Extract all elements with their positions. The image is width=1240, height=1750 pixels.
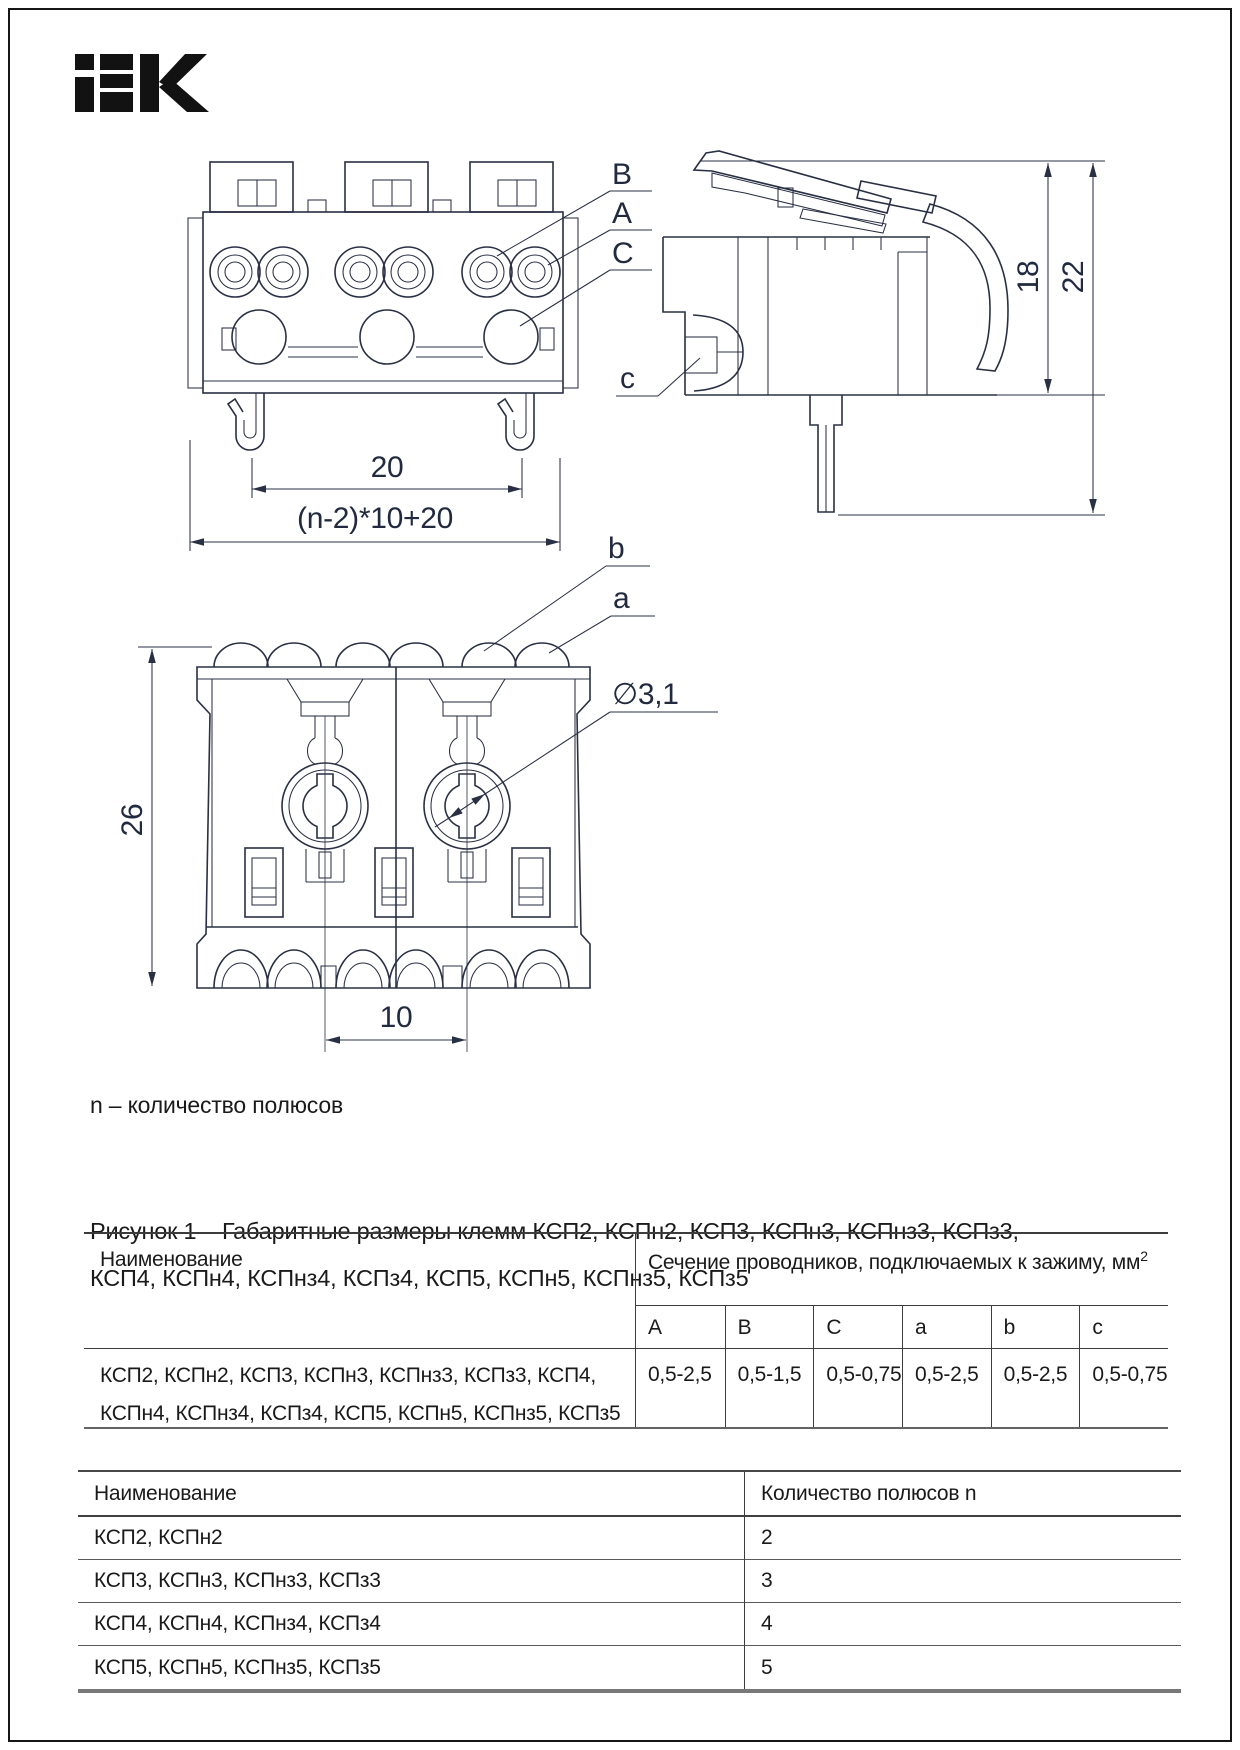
table1-subheader-b: b (991, 1306, 1080, 1349)
table1-value-B: 0,5-1,5 (725, 1349, 814, 1427)
table1-value-C: 0,5-0,75 (813, 1349, 902, 1427)
figure-caption: Рисунок 1 – Габаритные размеры клемм КСП2, КСПн2, КСП3, КСПн3, КСПнз3, КСПз3, КСП4, КСПн4, КСПнз4, КСПз4, КСП5, КСПн5, КСПнз5, КСПз5 (90, 1218, 1019, 1291)
table1-value-c: 0,5-0,75 (1079, 1349, 1168, 1427)
table2-row-poles: 2 (744, 1517, 1181, 1560)
dim-label-total-height: 22 (1057, 260, 1090, 294)
table1-subheader-c: c (1079, 1306, 1168, 1349)
poles-count-table (78, 1470, 1181, 1693)
callout-label-B: B (612, 158, 632, 191)
table2-header-name: Наименование (78, 1472, 744, 1517)
table2-row-poles: 3 (744, 1560, 1181, 1603)
callout-label-c: c (620, 362, 635, 395)
table1-header-section-sup: 2 (1140, 1248, 1148, 1264)
front-view-drawing (188, 158, 652, 551)
table1-value-a: 0,5-2,5 (902, 1349, 991, 1427)
table2-row-poles: 4 (744, 1603, 1181, 1646)
side-view-drawing (616, 151, 1105, 515)
table1-subheader-C: C (813, 1306, 902, 1349)
dim-label-depth: 26 (116, 803, 149, 837)
table1-value-b: 0,5-2,5 (991, 1349, 1080, 1427)
table1-value-A: 0,5-2,5 (648, 1363, 712, 1386)
table2-header-poles: Количество полюсов n (744, 1472, 1181, 1517)
table1-header-section (636, 1234, 1168, 1306)
table1-subheader-a: a (902, 1306, 991, 1349)
table1-subheader-A: A (636, 1306, 725, 1349)
callout-label-A: A (612, 197, 632, 230)
callout-label-C: C (612, 237, 634, 270)
dim-label-feet-pitch: 20 (370, 451, 404, 484)
poles-note: n – количество полюсов (90, 1092, 343, 1118)
table2-row-name: КСП2, КСПн2 (78, 1517, 744, 1560)
table1-header-name: Наименование (84, 1234, 636, 1349)
table2-row-name: КСП4, КСПн4, КСПнз4, КСПз4 (78, 1603, 744, 1646)
table1-header-section-text: Сечение проводников, подключаемых к зажиму, мм (648, 1251, 1141, 1274)
dim-label-body-height: 18 (1012, 260, 1045, 294)
table2-row-poles: 5 (744, 1646, 1181, 1689)
callout-label-a: a (613, 582, 630, 615)
dim-label-hole-pitch: 10 (379, 1001, 413, 1034)
conductor-section-table (84, 1232, 1168, 1429)
table2-row-name: КСП5, КСПн5, КСПнз5, КСПз5 (94, 1655, 381, 1679)
dim-label-total-width: (n-2)*10+20 (297, 502, 453, 535)
rear-view-drawing (116, 532, 718, 1052)
table2-row-name: КСП3, КСПн3, КСПнз3, КСПз3 (78, 1560, 744, 1603)
callout-label-b: b (608, 532, 625, 565)
table1-row-name: КСП2, КСПн2, КСП3, КСПн3, КСПнз3, КСПз3, КСП4, КСПн4, КСПнз4, КСПз4, КСП5, КСПн5, КСПнз5, КСПз5 (84, 1349, 636, 1427)
table1-subheader-B: B (725, 1306, 814, 1349)
dim-label-hole-diameter: ∅3,1 (612, 678, 679, 711)
